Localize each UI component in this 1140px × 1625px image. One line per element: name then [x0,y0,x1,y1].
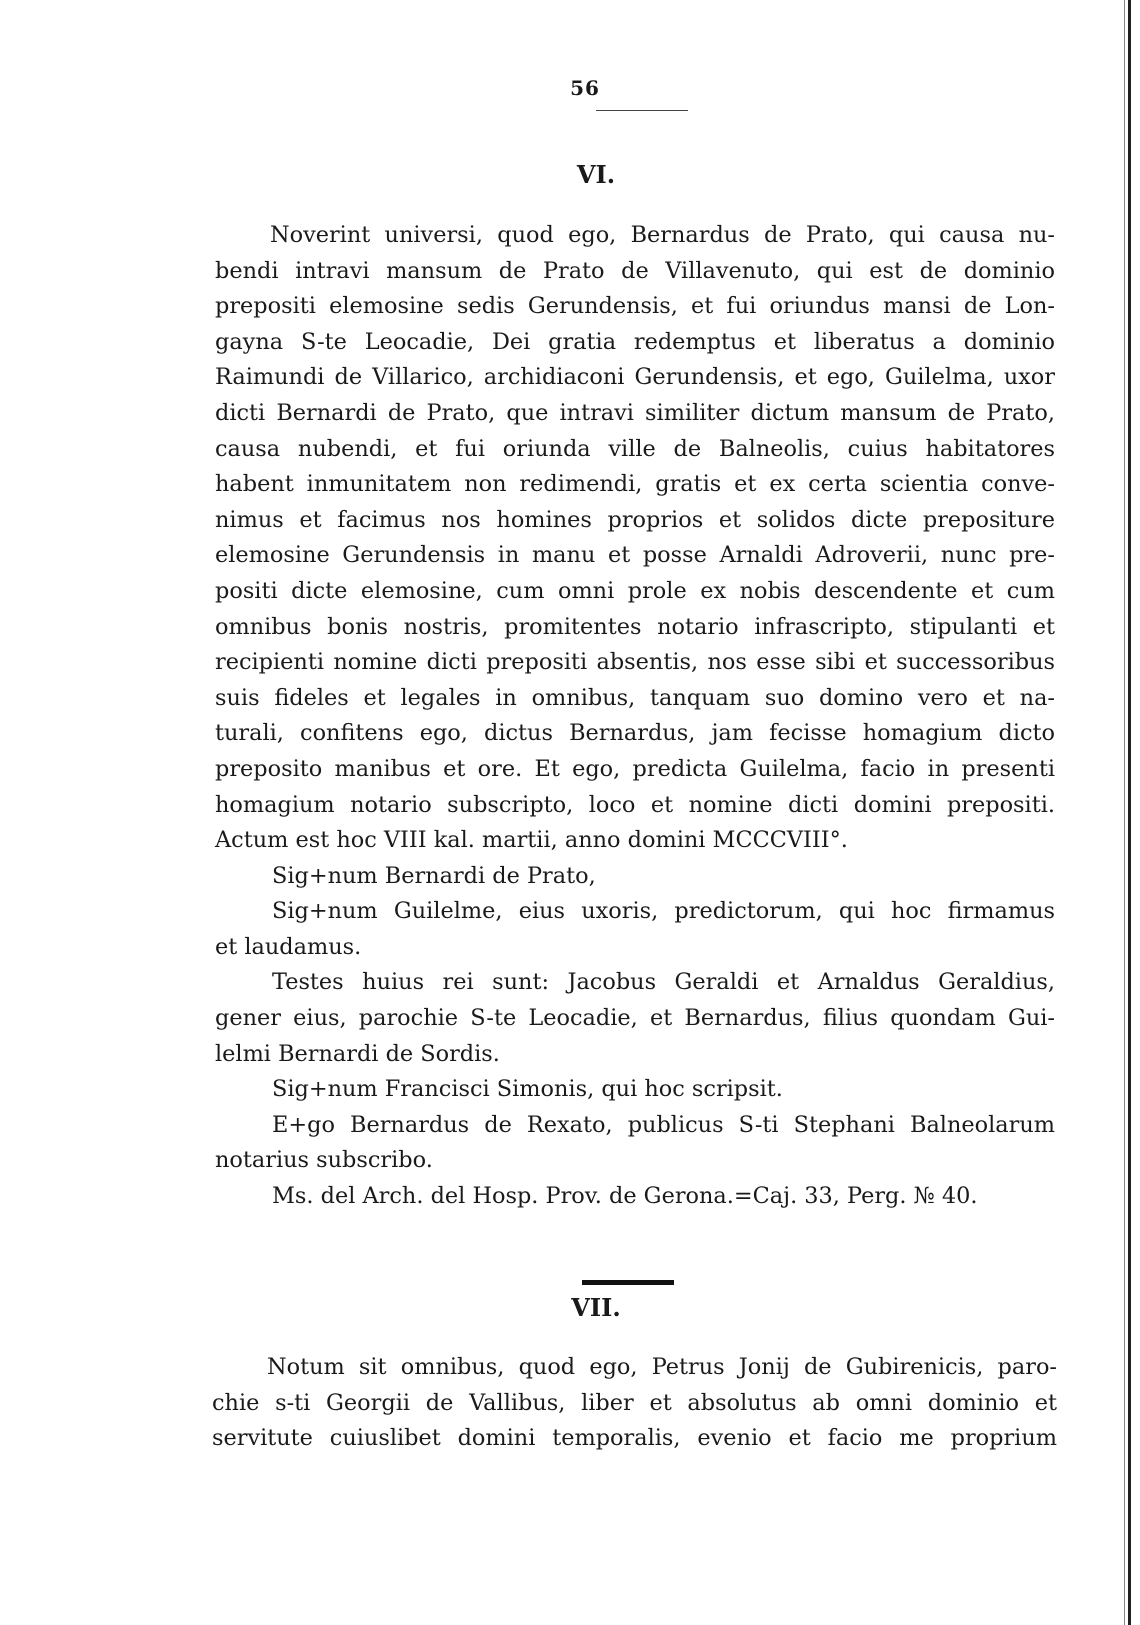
signum-bernardi: Sig+num Bernardi de Prato, [272,862,596,889]
paragraph-line: dicti Bernardi de Prato, que intravi similiter dictum mansum de Prato, [215,399,1055,426]
section-heading-vi: VI. [576,160,616,189]
paragraph-line: preposito manibus et ore. Et ego, predicta Guilelma, facio in presenti [215,755,1055,782]
paragraph-line: homagium notario subscripto, loco et nomine dicti domini prepositi. [215,791,1055,818]
witnesses-line: Testes huius rei sunt: Jacobus Geraldi et Arnaldus Geraldius, [272,969,1055,996]
document-vii-body [212,1350,1057,1457]
signum-guilelme: Sig+num Guilelme, eius uxoris, predictorum, qui hoc firmamus [272,898,1055,925]
source-citation: Ms. del Arch. del Hosp. Prov. de Gerona.=Caj. 33, Perg. № 40. [272,1183,978,1210]
paragraph-line: gayna S-te Leocadie, Dei gratia redemptus et liberatus a dominio [215,328,1055,355]
paragraph-line: prepositi elemosine sedis Gerundensis, et fui oriundus mansi de Lon- [215,293,1055,320]
witnesses-line: gener eius, parochie S-te Leocadie, et Bernardus, filius quondam Gui- [215,1005,1055,1032]
paragraph-line: habent inmunitatem non redimendi, gratis et ex certa scientia conve- [215,471,1055,498]
document-vi-body [215,218,1055,1215]
paragraph-line: elemosine Gerundensis in manu et posse Arnaldi Adroverii, nunc pre- [215,542,1055,569]
paragraph-line: recipienti nomine dicti prepositi absentis, nos esse sibi et successoribus [215,649,1055,676]
signum-francisci: Sig+num Francisci Simonis, qui hoc scripsit. [272,1076,783,1103]
page-number-rule [596,110,688,111]
paragraph-line: servitute cuiuslibet domini temporalis, evenio et facio me proprium [212,1425,1057,1452]
paragraph-line: Raimundi de Villarico, archidiaconi Gerundensis, et ego, Guilelma, uxor [215,364,1055,391]
paragraph-line: Noverint universi, quod ego, Bernardus de Prato, qui causa nu- [270,222,1055,248]
paragraph-line: Notum sit omnibus, quod ego, Petrus Jonij de Gubirenicis, paro- [267,1354,1057,1380]
notary-subscription: E+go Bernardus de Rexato, publicus S-ti Stephani Balneolarum [272,1111,1055,1138]
section-heading-vii: VII. [571,1293,621,1322]
paragraph-line: nimus et facimus nos homines proprios et solidos dicte prepositure [215,506,1055,533]
paragraph-line: positi dicte elemosine, cum omni prole ex nobis descendente et cum [215,577,1055,604]
page-edge-shadow [1124,0,1125,1625]
notary-subscription-continuation: notarius subscribo. [215,1147,433,1174]
paragraph-line: bendi intravi mansum de Prato de Villavenuto, qui est de dominio [215,257,1055,284]
paragraph-line-dating: Actum est hoc VIII kal. martii, anno domini MCCCVIII°. [215,827,848,854]
paragraph-line: causa nubendi, et fui oriunda ville de Balneolis, cuius habitatores [215,435,1055,462]
section-divider [582,1280,674,1285]
page-edge-line [1128,0,1131,1625]
paragraph-line: turali, confitens ego, dictus Bernardus, jam fecisse homagium dicto [215,720,1055,747]
witnesses-line: lelmi Bernardi de Sordis. [215,1040,500,1067]
paragraph-line: suis fideles et legales in omnibus, tanquam suo domino vero et na- [215,684,1055,711]
signum-guilelme-continuation: et laudamus. [215,933,362,960]
paragraph-line: chie s-ti Georgii de Vallibus, liber et absolutus ab omni dominio et [212,1389,1057,1416]
paragraph-line: omnibus bonis nostris, promitentes notario infrascripto, stipulanti et [215,613,1055,640]
page-number: 56 [570,76,600,100]
